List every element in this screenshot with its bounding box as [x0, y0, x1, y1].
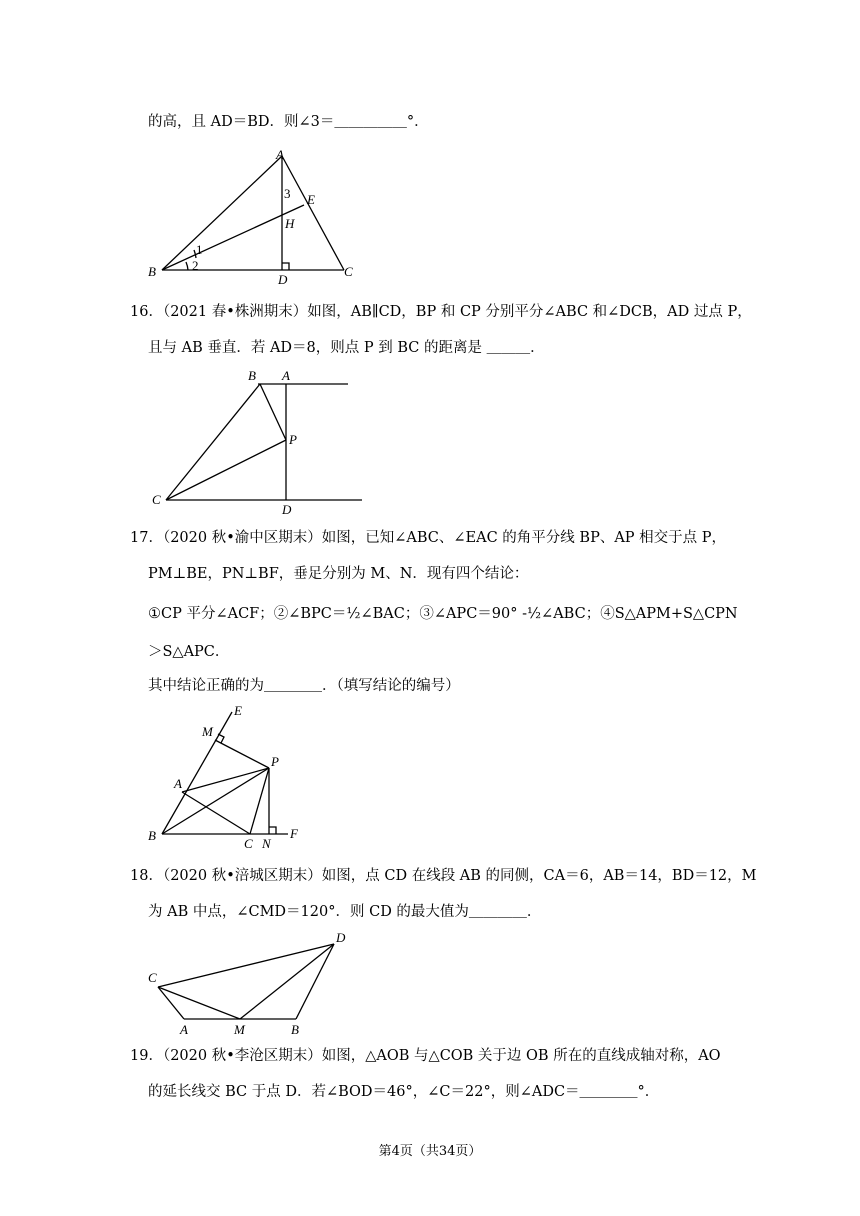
segment-bp: [260, 384, 286, 440]
label-c: C: [244, 836, 253, 850]
label-c: C: [344, 264, 353, 279]
q18-line-1: 18．（2020 秋•涪城区期末）如图，点 CD 在线段 AB 的同侧，CA＝6，AB＝14，BD＝12，M: [130, 868, 757, 884]
label-m: M: [234, 1022, 245, 1036]
q16-line-1: 16．（2021 春•株洲期末）如图，AB∥CD，BP 和 CP 分别平分∠ABC 和∠DCB，AD 过点 P，: [130, 304, 752, 320]
q16-line-2: 且与 AB 垂直．若 AD＝8，则点 P 到 BC 的距离是 ＿＿＿．: [148, 340, 545, 356]
segment-ba: [162, 156, 282, 270]
label-b: B: [291, 1022, 299, 1036]
label-b: B: [148, 264, 156, 279]
label-f: F: [290, 826, 298, 841]
figure-15: [144, 146, 374, 290]
segment-bd: [296, 944, 334, 1019]
label-b: B: [148, 828, 156, 843]
label-a: A: [276, 147, 284, 162]
label-a: A: [180, 1022, 188, 1036]
q15-text: 的高，且 AD＝BD．则∠3＝＿＿＿＿＿°．: [148, 114, 429, 130]
label-h: H: [285, 216, 295, 231]
figure-15-svg: [144, 146, 374, 286]
label-p: P: [271, 754, 279, 769]
label-c: C: [152, 492, 161, 507]
segment-bc: [166, 384, 260, 500]
segment-cp: [166, 440, 286, 500]
segment-ap: [182, 768, 269, 792]
label-p: P: [289, 432, 297, 447]
segment-ac: [282, 156, 344, 270]
figure-16: [148, 364, 378, 518]
page-footer: 第4页（共34页）: [378, 1144, 482, 1159]
label-a: A: [174, 776, 182, 791]
q17-line-3: ①CP 平分∠ACF；②∠BPC＝½∠BAC；③∠APC＝90° -½∠ABC；④S△APM+S△CPN: [148, 606, 738, 622]
label-b: B: [248, 368, 256, 383]
label-a: A: [282, 368, 290, 383]
label-m: M: [202, 724, 213, 739]
label-angle-1: 1: [196, 242, 203, 257]
figure-16-svg: [148, 364, 378, 514]
right-angle-mark-n: [269, 827, 276, 834]
label-e: E: [307, 192, 315, 207]
angle-2-arc: [186, 262, 188, 270]
label-d: D: [282, 502, 292, 514]
label-angle-3: 3: [284, 186, 291, 201]
label-c: C: [148, 970, 157, 985]
q18-line-2: 为 AB 中点，∠CMD＝120°．则 CD 的最大值为＿＿＿＿．: [148, 904, 542, 920]
q19-line-2: 的延长线交 BC 于点 D．若∠BOD＝46°，∠C＝22°，则∠ADC＝＿＿＿＿°．: [148, 1084, 660, 1100]
label-angle-2: 2: [192, 258, 199, 273]
q17-line-1: 17．（2020 秋•渝中区期末）如图，已知∠ABC、∠EAC 的角平分线 BP、AP 相交于点 P，: [130, 530, 727, 546]
figure-17: [144, 700, 314, 854]
segment-mp: [215, 740, 269, 768]
q17-line-2: PM⊥BE，PN⊥BF，垂足分别为 M、N．现有四个结论：: [148, 566, 529, 582]
label-n: N: [262, 836, 271, 850]
segment-be: [162, 205, 304, 270]
label-e: E: [234, 703, 242, 718]
q19-line-1: 19．（2020 秋•李沧区期末）如图，△AOB 与△COB 关于边 OB 所在的直线成轴对称，AO: [130, 1048, 721, 1064]
right-angle-mark-d: [282, 263, 289, 270]
label-d: D: [278, 272, 288, 286]
figure-18: [144, 926, 364, 1040]
q17-line-4: ＞S△APC．: [148, 644, 230, 660]
segment-ac: [182, 792, 250, 834]
figure-17-svg: [144, 700, 314, 850]
label-d: D: [336, 930, 346, 945]
q17-line-5: 其中结论正确的为＿＿＿＿．（填写结论的编号）: [148, 678, 460, 694]
figure-18-svg: [144, 926, 364, 1036]
